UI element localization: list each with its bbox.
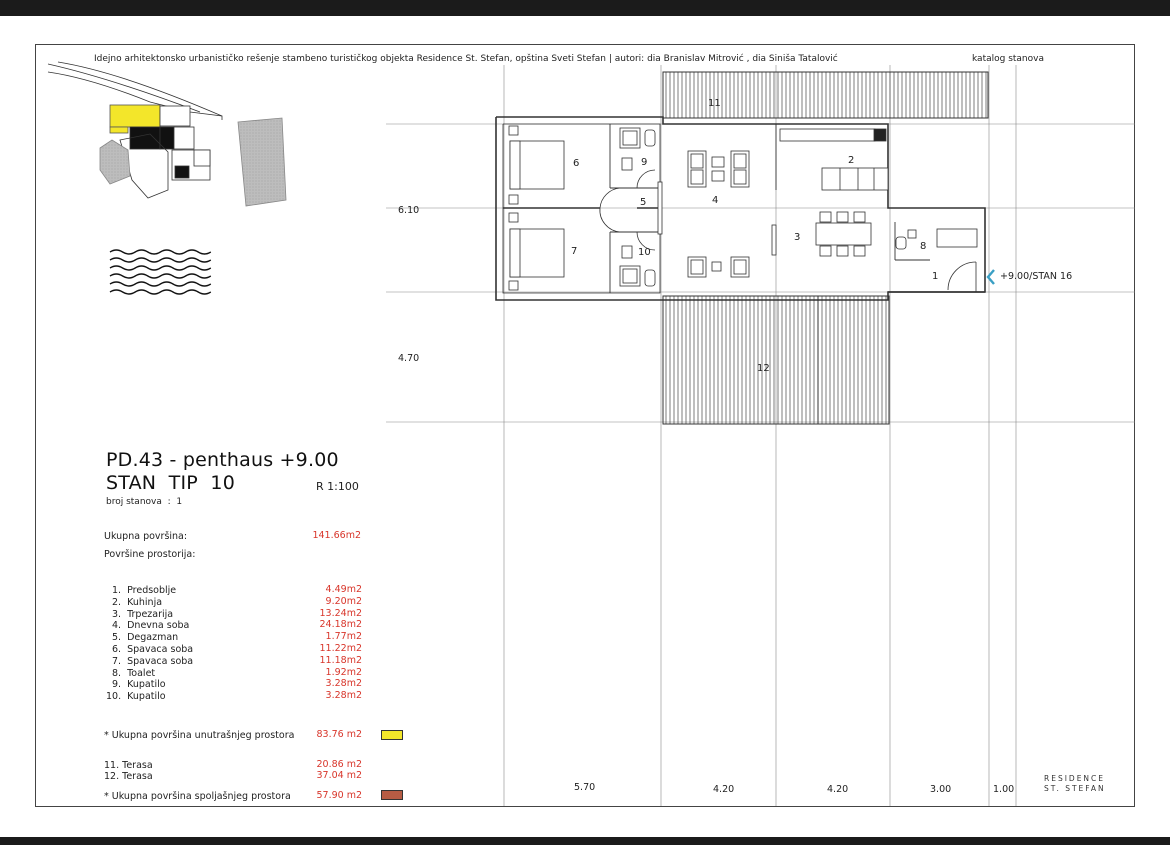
living-room-furniture bbox=[658, 151, 776, 277]
room-area-label: 4. Dnevna soba bbox=[112, 620, 190, 631]
room-area-label: 7. Spavaca soba bbox=[112, 656, 194, 667]
row-dimension-1: 6.10 bbox=[398, 205, 420, 216]
kitchen-counter bbox=[780, 129, 888, 190]
room-area-label: 10. Kupatilo bbox=[106, 691, 166, 702]
room-number-3: 3 bbox=[794, 232, 801, 243]
room-area-label: 2. Kuhinja bbox=[112, 597, 163, 608]
toilet-fixtures bbox=[896, 229, 977, 249]
interior-area-value: 83.76 m2 bbox=[316, 729, 362, 740]
terrace-11-value: 20.86 m2 bbox=[316, 759, 362, 770]
room-area-value: 3.28m2 bbox=[325, 678, 362, 689]
site-plan-thumbnail bbox=[48, 62, 286, 206]
room-area-label: 9. Kupatilo bbox=[112, 679, 166, 690]
room-number-2: 2 bbox=[848, 155, 855, 166]
room-area-label: 3. Trpezarija bbox=[112, 609, 174, 620]
room-area-value: 11.22m2 bbox=[319, 643, 362, 654]
exterior-area-value: 57.90 m2 bbox=[316, 790, 362, 801]
bed-room-6 bbox=[510, 141, 564, 189]
room-area-value: 9.20m2 bbox=[325, 596, 362, 607]
room-number-8: 8 bbox=[920, 241, 927, 252]
room-area-label: 1. Predsoblje bbox=[112, 585, 177, 596]
entrance-level-label: +9.00/STAN 16 bbox=[1000, 271, 1073, 282]
room-area-value: 3.28m2 bbox=[325, 690, 362, 701]
room-area-value: 11.18m2 bbox=[319, 655, 362, 666]
room-number-4: 4 bbox=[712, 195, 719, 206]
terrace-11 bbox=[663, 72, 988, 118]
unit-name-title: PD.43 - penthaus +9.00 bbox=[106, 449, 339, 471]
drawing-scale: R 1:100 bbox=[316, 480, 359, 493]
terrace-12-label: 12. Terasa bbox=[104, 771, 153, 782]
room-area-value: 1.92m2 bbox=[325, 667, 362, 678]
column-dimension-1: 5.70 bbox=[574, 782, 596, 793]
terrace-11-label: 11. Terasa bbox=[104, 760, 153, 771]
row-dimension-2: 4.70 bbox=[398, 353, 420, 364]
room-number-5: 5 bbox=[640, 197, 647, 208]
unit-type-title: STAN TIP 10 bbox=[106, 472, 236, 494]
unit-count: broj stanova : 1 bbox=[106, 497, 183, 507]
interior-area-label: * Ukupna površina unutrašnjeg prostora bbox=[104, 730, 295, 741]
room-number-9: 9 bbox=[641, 157, 648, 168]
room-area-value: 4.49m2 bbox=[325, 584, 362, 595]
terrace-12 bbox=[663, 296, 889, 424]
catalog-label: katalog stanova bbox=[972, 54, 1044, 64]
room-number-1: 1 bbox=[932, 271, 939, 282]
rooms-heading: Površine prostorija: bbox=[104, 549, 196, 560]
room-number-11: 11 bbox=[708, 98, 721, 109]
exterior-color-swatch bbox=[381, 790, 403, 800]
structural-grid bbox=[386, 65, 1135, 806]
dining-table bbox=[816, 212, 871, 256]
column-dimension-4: 3.00 bbox=[930, 784, 952, 795]
bed-room-7 bbox=[510, 229, 564, 277]
total-area-value: 141.66m2 bbox=[312, 530, 361, 541]
terrace-12-value: 37.04 m2 bbox=[316, 770, 362, 781]
room-number-7: 7 bbox=[571, 246, 578, 257]
sheet-header-title: Idejno arhitektonsko urbanističko rešenje stambeno turističkog objekta Residence St. Stefan, opština Sveti Stefan | autori: dia Branislav Mitrović , dia Siniša Tatalović bbox=[94, 54, 838, 64]
exterior-area-label: * Ukupna površina spoljašnjeg prostora bbox=[104, 791, 291, 802]
column-dimension-5: 1.00 bbox=[993, 784, 1015, 795]
brand-line-1: RESIDENCE bbox=[1044, 774, 1106, 783]
sea-wave-symbol bbox=[110, 250, 211, 294]
room-area-value: 13.24m2 bbox=[319, 608, 362, 619]
total-area-label: Ukupna površina: bbox=[104, 531, 188, 542]
room-number-10: 10 bbox=[638, 247, 651, 258]
room-area-label: 6. Spavaca soba bbox=[112, 644, 194, 655]
room-area-label: 8. Toalet bbox=[112, 668, 156, 679]
room-area-label: 5. Degazman bbox=[112, 632, 179, 643]
room-number-12: 12 bbox=[757, 363, 770, 374]
room-area-value: 1.77m2 bbox=[325, 631, 362, 642]
column-dimension-2: 4.20 bbox=[713, 784, 735, 795]
column-dimension-3: 4.20 bbox=[827, 784, 849, 795]
brand-line-2: ST. STEFAN bbox=[1044, 784, 1106, 793]
bathroom-fixtures bbox=[620, 128, 655, 286]
room-area-value: 24.18m2 bbox=[319, 619, 362, 630]
interior-color-swatch bbox=[381, 730, 403, 740]
room-number-6: 6 bbox=[573, 158, 580, 169]
